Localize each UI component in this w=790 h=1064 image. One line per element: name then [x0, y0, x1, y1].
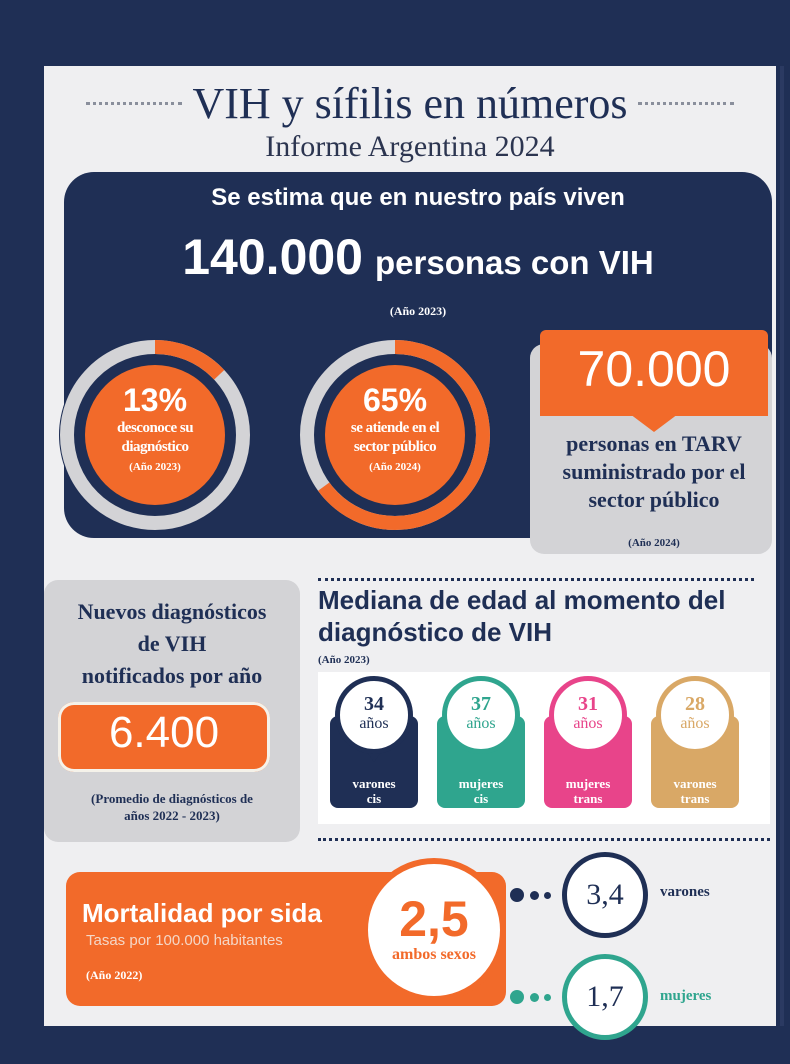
pin-varones-cis-unit: años [359, 715, 389, 732]
title-row [44, 78, 776, 128]
mortality-women-circle [562, 954, 648, 1040]
median-title-line-1: Mediana de edad al momento del [318, 585, 726, 615]
tarv-line-3: sector público [588, 487, 720, 512]
ring-public-year: (Año 2024) [369, 461, 421, 473]
tarv-number: 70.000 [577, 341, 731, 397]
ring-public [290, 330, 500, 540]
title-dots-right [638, 102, 734, 105]
ring-unaware-label-1: desconoce su [116, 420, 194, 436]
pin-mujeres-trans-unit: años [573, 715, 603, 732]
ring-public-text [325, 382, 465, 473]
pin-mujeres-trans-age: 31 [578, 693, 598, 715]
median-title [318, 584, 758, 648]
new-diagnoses-note [44, 790, 300, 824]
pin-mujeres-trans-label-1: mujeres [565, 776, 611, 791]
pin-varones-cis-label-1: varones [352, 776, 396, 791]
ring-unaware-year: (Año 2023) [129, 461, 181, 473]
new-diagnoses-line-3: notificados por año [81, 663, 263, 688]
mortality-total-circle [362, 858, 506, 1002]
new-diagnoses-note-1: (Promedio de diagnósticos de [91, 791, 253, 806]
new-diagnoses-line-2: de VIH [137, 631, 207, 656]
pin-mujeres-cis-age: 37 [471, 693, 491, 715]
new-diagnoses-line-1: Nuevos diagnósticos [77, 599, 267, 624]
mortality-total-value: 2,5 [399, 891, 469, 947]
ring-unaware-label-2: diagnóstico [121, 439, 189, 455]
pin-varones-trans [651, 676, 739, 824]
pin-varones-cis-age: 34 [364, 693, 384, 715]
pin-mujeres-cis-circle [442, 676, 520, 754]
tarv-year: (Año 2024) [628, 537, 680, 549]
pin-mujeres-trans-label [544, 776, 632, 806]
tarv-description [540, 430, 768, 514]
ring-public-label-2: sector público [353, 439, 437, 455]
tarv-line-1: personas en TARV [566, 431, 742, 456]
title-dots-left [86, 102, 182, 105]
women-dot-2 [530, 993, 539, 1002]
men-dot-1 [510, 888, 524, 902]
pin-mujeres-cis-label-2: cis [473, 791, 489, 806]
mortality-title: Mortalidad por sida [82, 898, 322, 928]
ring-public-percent: 65% [362, 382, 428, 418]
pin-varones-cis [330, 676, 418, 824]
page-title: VIH y sífilis en números [192, 78, 628, 128]
right-border [780, 66, 784, 1026]
pin-mujeres-cis [437, 676, 525, 824]
pin-mujeres-trans [544, 676, 632, 824]
pin-varones-cis-circle [335, 676, 413, 754]
women-dot-3 [544, 994, 551, 1001]
pin-mujeres-trans-circle [549, 676, 627, 754]
pin-mujeres-cis-unit: años [466, 715, 496, 732]
pin-varones-trans-circle [656, 676, 734, 754]
pin-mujeres-trans-label-2: trans [573, 791, 603, 806]
median-year: (Año 2023) [318, 654, 370, 666]
ring-public-label-1: se atiende en el [350, 420, 440, 436]
page-subtitle: Informe Argentina 2024 [265, 130, 555, 163]
men-dot-3 [544, 892, 551, 899]
estimate-intro: Se estima que en nuestro país viven [211, 184, 625, 211]
new-diagnoses-note-2: años 2022 - 2023) [124, 808, 220, 823]
estimate-headline [64, 228, 772, 286]
median-top-dots [318, 578, 754, 581]
mortality-total-label: ambos sexos [391, 946, 476, 963]
pin-varones-trans-label-2: trans [680, 791, 710, 806]
men-dot-2 [530, 891, 539, 900]
mortality-men-label: varones [660, 884, 710, 900]
pin-varones-cis-label-2: cis [366, 791, 382, 806]
women-dot-1 [510, 990, 524, 1004]
pin-varones-cis-label [330, 776, 418, 806]
pin-mujeres-cis-label [437, 776, 525, 806]
pin-varones-trans-label-1: varones [673, 776, 717, 791]
estimate-number: 140.000 [182, 229, 363, 285]
mortality-women-value: 1,7 [586, 980, 624, 1013]
pin-varones-trans-label [651, 776, 739, 806]
mortality-men-circle [562, 852, 648, 938]
estimate-label: personas con VIH [375, 244, 654, 281]
median-bottom-dots [318, 838, 770, 841]
ring-unaware-text [85, 382, 225, 473]
pin-varones-trans-unit: años [680, 715, 710, 732]
median-title-line-2: diagnóstico de VIH [318, 617, 553, 647]
pin-mujeres-cis-label-1: mujeres [458, 776, 504, 791]
estimate-year: (Año 2023) [389, 304, 447, 318]
mortality-year: (Año 2022) [86, 968, 143, 982]
mortality-men-value: 3,4 [586, 878, 624, 911]
new-diagnoses-number: 6.400 [108, 708, 220, 757]
ring-unaware-percent: 13% [122, 382, 188, 418]
mortality-women-label: mujeres [660, 988, 712, 1004]
pin-varones-trans-age: 28 [685, 693, 705, 715]
mortality-subtitle: Tasas por 100.000 habitantes [86, 932, 283, 949]
new-diagnoses-heading [44, 596, 300, 692]
ring-unaware [50, 330, 260, 540]
tarv-line-2: suministrado por el [562, 459, 746, 484]
